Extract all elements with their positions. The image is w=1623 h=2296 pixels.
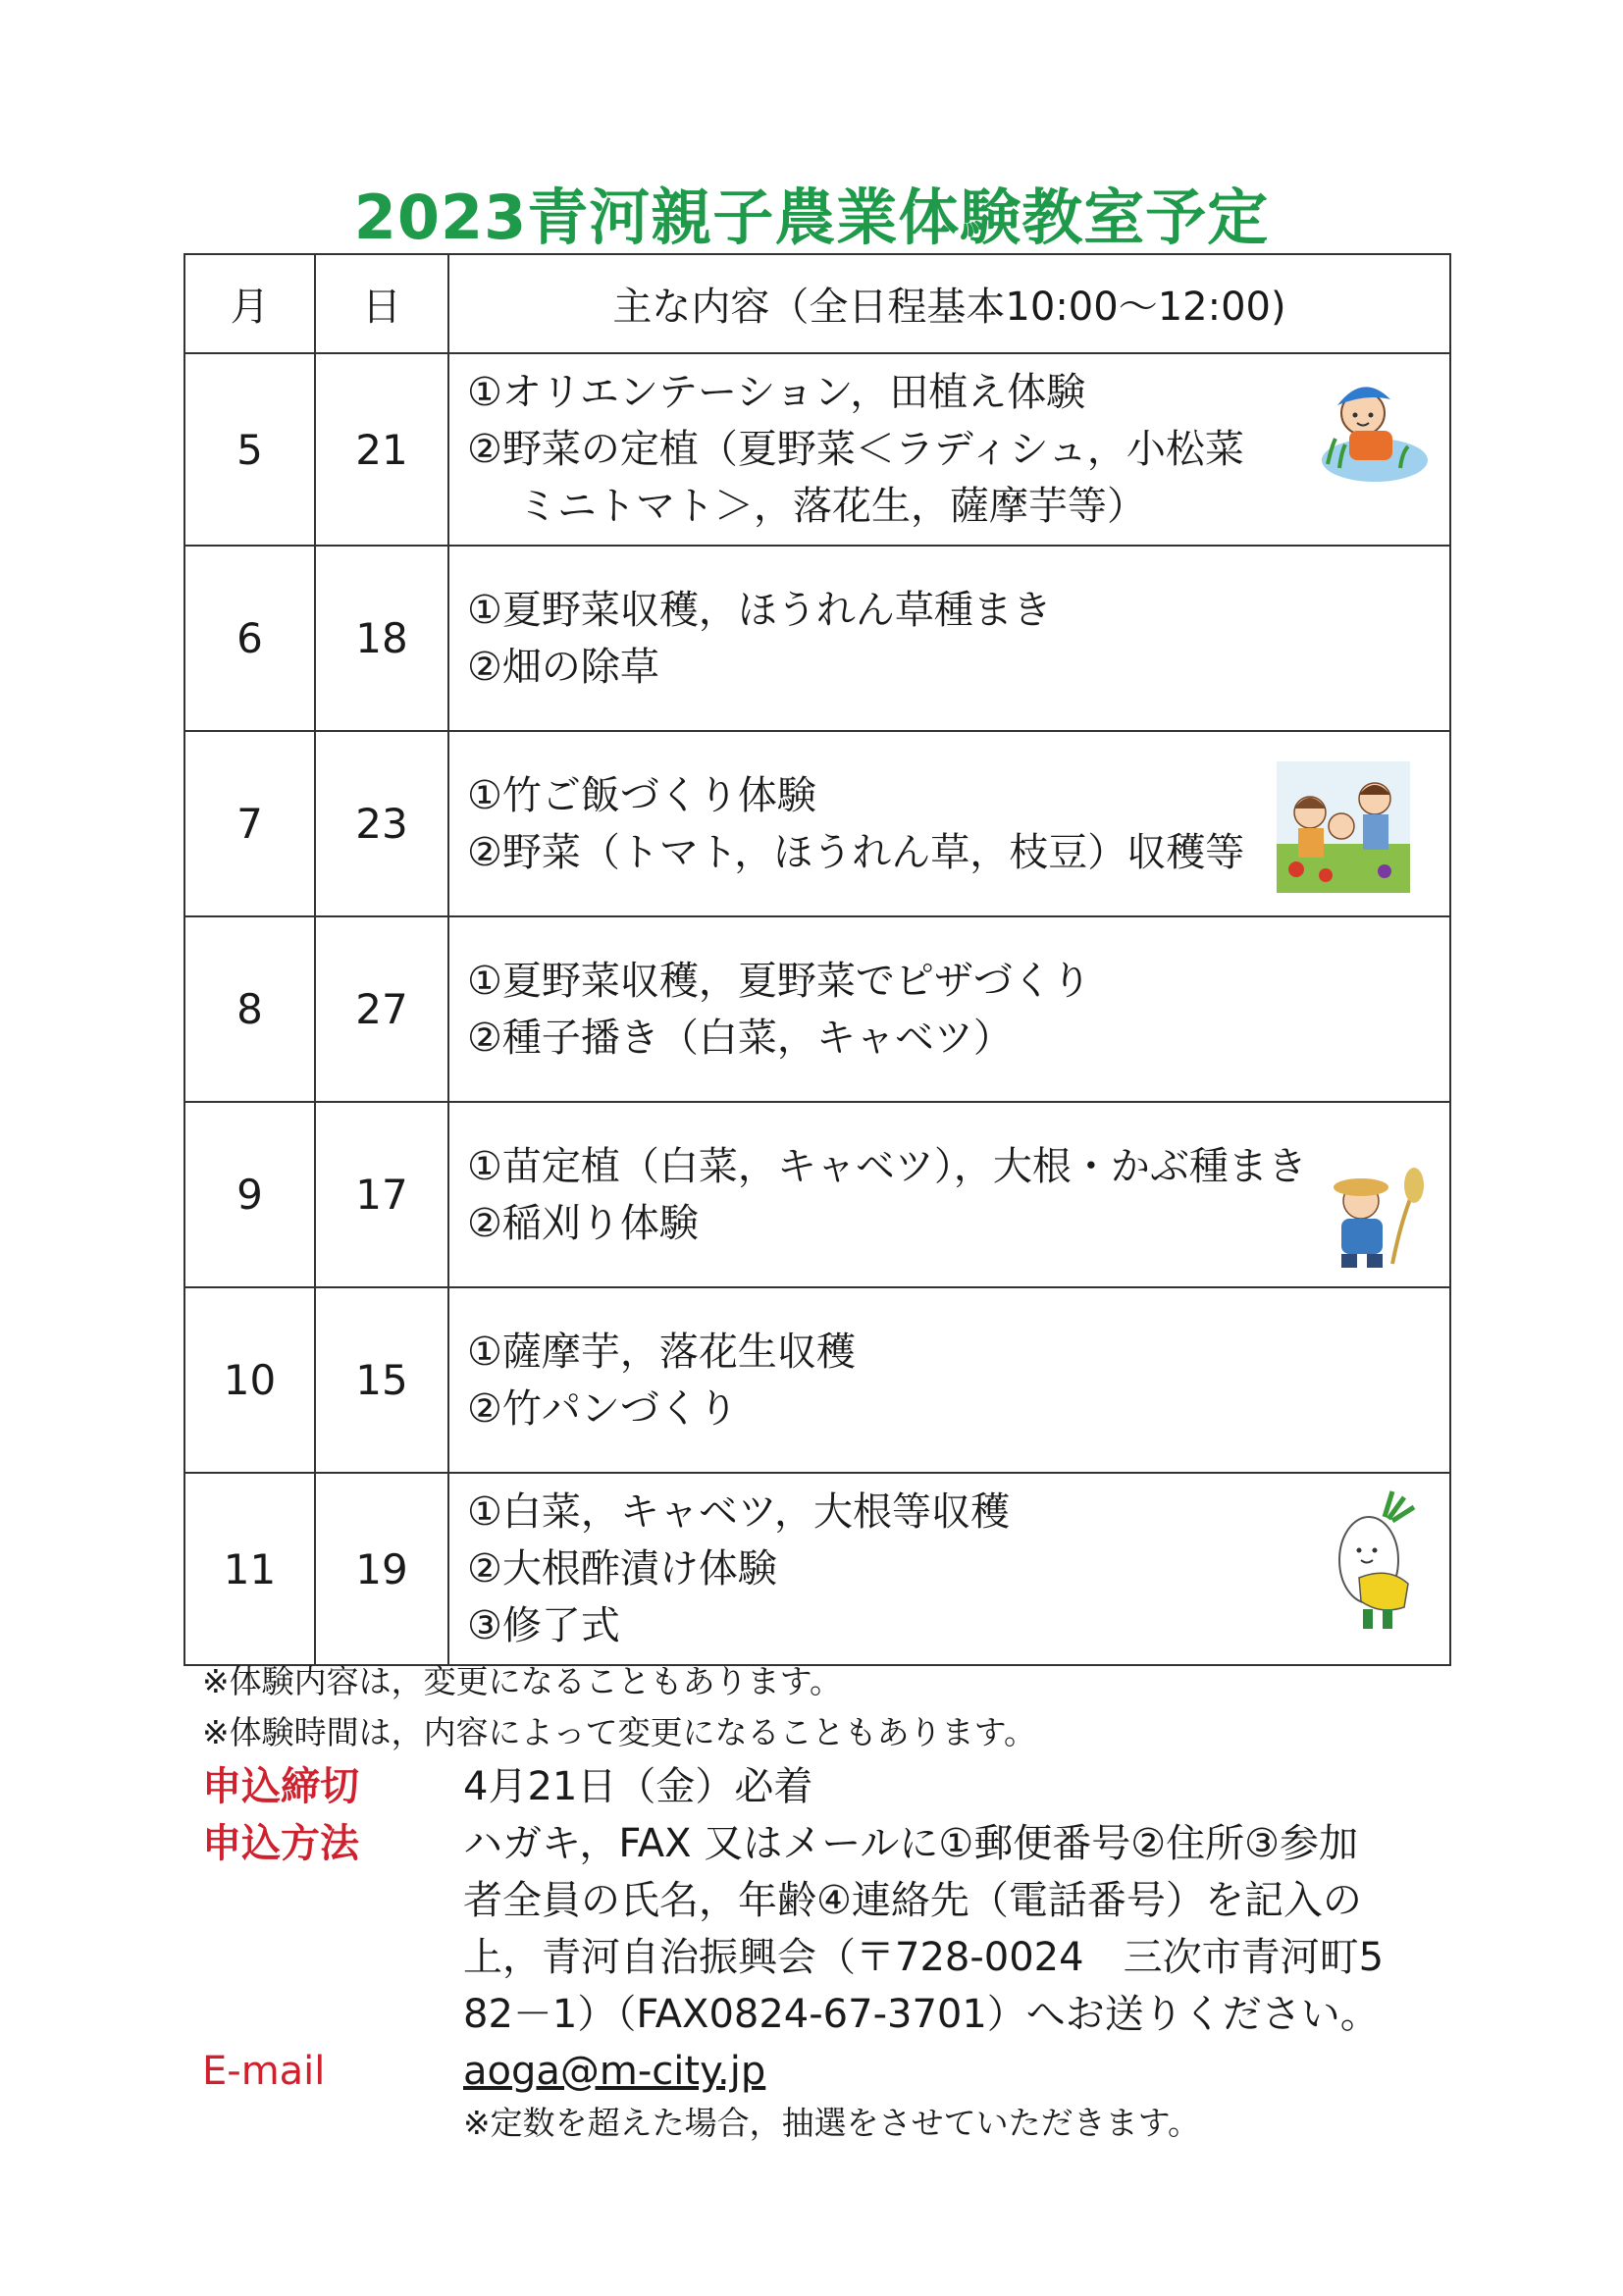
content-line: ①夏野菜収穫，ほうれん草種まき bbox=[467, 587, 1052, 633]
month-cell: 5 bbox=[184, 353, 315, 546]
deadline-row bbox=[202, 1758, 1454, 1815]
table-row bbox=[184, 546, 1450, 731]
header-month: 月 bbox=[184, 254, 315, 353]
notes bbox=[202, 1656, 1036, 1758]
content-cell bbox=[448, 1287, 1450, 1473]
method-label: 申込方法 bbox=[202, 1821, 359, 1866]
method-row bbox=[202, 1815, 1454, 2043]
method-line: 82－1）（FAX0824-67-3701）へお送りください。 bbox=[463, 1992, 1380, 2037]
email-row bbox=[202, 2043, 1454, 2100]
content-line: ②竹パンづくり bbox=[467, 1385, 738, 1432]
note-line: ※体験内容は，変更になることもあります。 bbox=[202, 1662, 843, 1700]
header-day: 日 bbox=[315, 254, 448, 353]
content-line: ③修了式 bbox=[467, 1603, 620, 1648]
content-cell bbox=[448, 731, 1450, 916]
day-cell: 17 bbox=[315, 1102, 448, 1287]
content-cell bbox=[448, 546, 1450, 731]
content-line: ②野菜（トマト，ほうれん草，枝豆）収穫等 bbox=[467, 829, 1245, 875]
content-line: ①竹ご飯づくり体験 bbox=[467, 772, 816, 818]
content-line: ②種子播き（白菜，キャベツ） bbox=[467, 1015, 1013, 1061]
day-cell: 18 bbox=[315, 546, 448, 731]
rice-harvest-icon bbox=[1324, 1162, 1434, 1272]
content-cell bbox=[448, 353, 1450, 546]
deadline-value: 4月21日（金）必着 bbox=[463, 1764, 813, 1809]
day-cell: 21 bbox=[315, 353, 448, 546]
month-cell: 8 bbox=[184, 916, 315, 1102]
month-cell: 11 bbox=[184, 1473, 315, 1665]
method-line: 者全員の氏名，年齢④連絡先（電話番号）を記入の bbox=[463, 1878, 1362, 1923]
table-row bbox=[184, 1287, 1450, 1473]
month-cell: 9 bbox=[184, 1102, 315, 1287]
content-cell bbox=[448, 916, 1450, 1102]
method-line: 上，青河自治振興会（〒728-0024 三次市青河町5 bbox=[463, 1935, 1385, 1980]
content-line: ①薩摩芋，落花生収穫 bbox=[467, 1329, 856, 1375]
day-cell: 19 bbox=[315, 1473, 448, 1665]
deadline-label: 申込締切 bbox=[202, 1764, 359, 1809]
content-line: ②稲刈り体験 bbox=[467, 1200, 699, 1246]
family-harvest-icon bbox=[1277, 761, 1410, 893]
table-row bbox=[184, 916, 1450, 1102]
child-planting-rice-icon bbox=[1306, 366, 1432, 492]
day-cell: 23 bbox=[315, 731, 448, 916]
email-label: E-mail bbox=[202, 2049, 326, 2094]
table-row bbox=[184, 353, 1450, 546]
content-line: ①白菜，キャベツ，大根等収穫 bbox=[467, 1489, 1011, 1535]
limit-note: ※定数を超えた場合，抽選をさせていただきます。 bbox=[463, 2104, 1201, 2142]
content-line: ①夏野菜収穫，夏野菜でピザづくり bbox=[467, 958, 1091, 1004]
application-info bbox=[202, 1758, 1454, 2147]
table-row bbox=[184, 1102, 1450, 1287]
email-link[interactable]: aoga@m-city.jp bbox=[463, 2049, 766, 2094]
content-line: ②畑の除草 bbox=[467, 644, 659, 690]
content-line: ミニトマト＞，落花生，薩摩芋等） bbox=[518, 484, 1146, 529]
schedule-table bbox=[183, 253, 1451, 1666]
method-value bbox=[463, 1815, 1454, 2043]
month-cell: 10 bbox=[184, 1287, 315, 1473]
content-line: ②野菜の定植（夏野菜＜ラディシュ，小松菜 bbox=[467, 427, 1244, 472]
table-row bbox=[184, 731, 1450, 916]
month-cell: 7 bbox=[184, 731, 315, 916]
content-line: ①オリエンテーション，田植え体験 bbox=[467, 370, 1086, 415]
content-cell bbox=[448, 1102, 1450, 1287]
content-line: ②大根酢漬け体験 bbox=[467, 1546, 777, 1592]
table-row bbox=[184, 1473, 1450, 1665]
day-cell: 15 bbox=[315, 1287, 448, 1473]
page-title: 2023青河親子農業体験教室予定 bbox=[353, 182, 1270, 253]
content-line: ①苗定植（白菜，キャベツ），大根・かぶ種まき bbox=[467, 1143, 1307, 1189]
table-header-row bbox=[184, 254, 1450, 353]
day-cell: 27 bbox=[315, 916, 448, 1102]
note-line: ※体験時間は，内容によって変更になることもあります。 bbox=[202, 1713, 1037, 1751]
header-content: 主な内容（全日程基本10:00～12:00) bbox=[448, 254, 1450, 353]
month-cell: 6 bbox=[184, 546, 315, 731]
content-cell bbox=[448, 1473, 1450, 1665]
method-line: ハガキ，FAX 又はメールに①郵便番号②住所③参加 bbox=[463, 1821, 1358, 1866]
daikon-character-icon bbox=[1328, 1487, 1422, 1641]
